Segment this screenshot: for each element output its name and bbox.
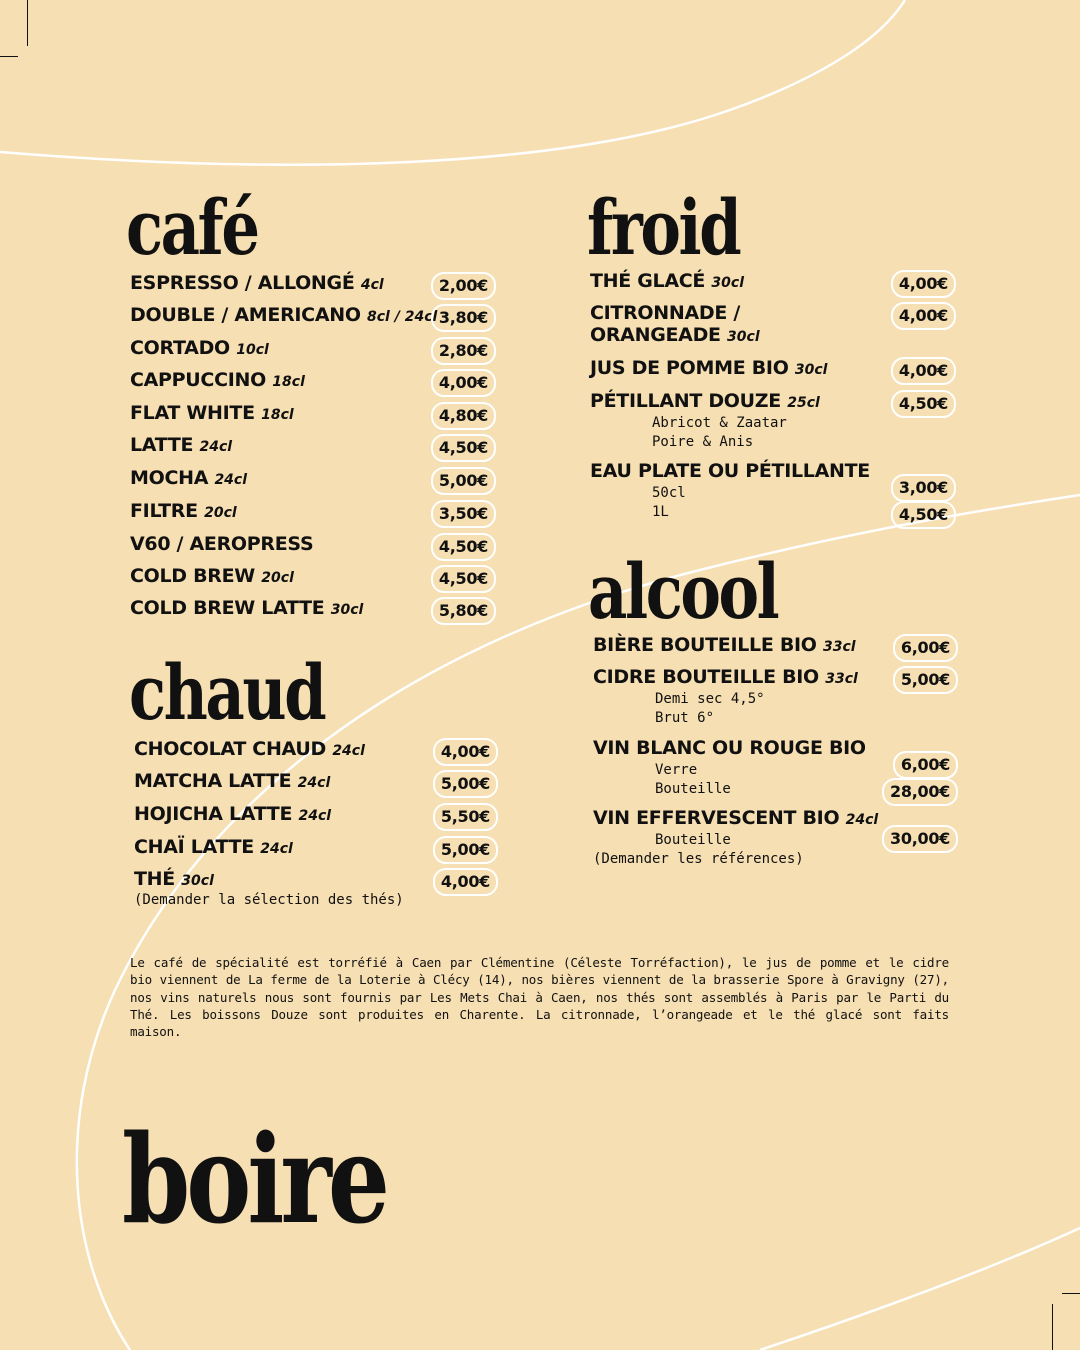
- item-price: 4,50€: [891, 501, 956, 529]
- item-name: CHOCOLAT CHAUD 24cl: [134, 738, 365, 760]
- item-price: 5,00€: [431, 467, 496, 495]
- item-price: 4,00€: [431, 369, 496, 397]
- item-size: 33cl: [822, 639, 856, 655]
- section-title-alcool: alcool: [588, 547, 778, 636]
- item-size: 24cl: [297, 775, 331, 791]
- menu-item: [593, 666, 958, 730]
- item-price: 5,80€: [431, 597, 496, 625]
- item-size: 33cl: [825, 671, 858, 687]
- item-price: 5,50€: [433, 803, 498, 831]
- top-curve: [0, 0, 905, 165]
- item-size: 24cl: [260, 841, 293, 857]
- item-price: 30,00€: [882, 825, 958, 853]
- item-price: 4,50€: [431, 533, 496, 561]
- menu-item: [590, 460, 956, 530]
- menu-item: [590, 357, 956, 385]
- item-size: 24cl: [332, 743, 365, 759]
- item-option: Verre: [655, 762, 698, 778]
- menu-item: [590, 270, 956, 298]
- item-size: 30cl: [181, 873, 214, 889]
- item-price: 4,00€: [891, 357, 956, 385]
- item-option: Abricot & Zaatar: [652, 415, 787, 431]
- item-name: VIN EFFERVESCENT BIO 24cl: [593, 807, 879, 829]
- menu-item: [593, 634, 958, 662]
- item-size: 30cl: [330, 602, 364, 618]
- item-size: 30cl: [727, 329, 760, 345]
- menu-item: [130, 272, 496, 300]
- item-name: CITRONNADE / ORANGEADE 30cl: [590, 302, 760, 346]
- item-size: 20cl: [261, 570, 294, 586]
- menu-item: [134, 770, 498, 798]
- item-option: Poire & Anis: [652, 434, 754, 450]
- menu-item: [130, 597, 496, 625]
- item-size: 30cl: [711, 275, 745, 291]
- item-size: 18cl: [272, 374, 305, 390]
- item-option: Demi sec 4,5°: [655, 691, 765, 707]
- page-title: boire: [122, 1107, 386, 1251]
- item-price: 4,80€: [431, 402, 496, 430]
- item-name: CHAÏ LATTE 24cl: [134, 836, 293, 858]
- item-price: 3,50€: [431, 500, 496, 528]
- item-price: 6,00€: [893, 751, 958, 779]
- item-size: 8cl / 24cl: [367, 309, 438, 325]
- item-name: HOJICHA LATTE 24cl: [134, 803, 332, 825]
- menu-item: [134, 803, 498, 831]
- item-option: 50cl: [652, 485, 686, 501]
- menu-item: [134, 868, 498, 912]
- item-name: PÉTILLANT DOUZE 25cl: [590, 390, 820, 412]
- item-price: 5,00€: [433, 770, 498, 798]
- item-price: 2,80€: [431, 337, 496, 365]
- item-name: CORTADO 10cl: [130, 337, 269, 359]
- item-option: Brut 6°: [655, 710, 715, 726]
- item-name: CIDRE BOUTEILLE BIO 33cl: [593, 666, 858, 688]
- item-name: VIN BLANC OU ROUGE BIO: [593, 737, 866, 759]
- item-size: 18cl: [261, 407, 294, 423]
- crop-mark-bottom-right-horizontal: [1062, 1293, 1080, 1294]
- item-name: THÉ 30cl: [134, 868, 214, 890]
- menu-item: [593, 737, 958, 807]
- item-size: 30cl: [794, 362, 828, 378]
- item-name: FLAT WHITE 18cl: [130, 402, 294, 424]
- item-note: (Demander la sélection des thés): [134, 892, 404, 908]
- bottom-curve: [760, 1228, 1080, 1350]
- item-name: THÉ GLACÉ 30cl: [590, 270, 745, 292]
- item-name: LATTE 24cl: [130, 434, 233, 456]
- item-option: Bouteille: [655, 781, 731, 797]
- item-size: 24cl: [298, 808, 332, 824]
- crop-mark-bottom-right-vertical: [1052, 1304, 1053, 1350]
- item-size: 24cl: [199, 439, 233, 455]
- item-price: 2,00€: [431, 272, 496, 300]
- section-title-chaud: chaud: [129, 648, 325, 737]
- menu-item: [593, 807, 958, 871]
- menu-item: [130, 565, 496, 593]
- item-name: BIÈRE BOUTEILLE BIO 33cl: [593, 634, 856, 656]
- menu-item: [130, 337, 496, 365]
- menu-item: [130, 533, 496, 561]
- item-name: V60 / AEROPRESS: [130, 533, 314, 555]
- item-name: JUS DE POMME BIO 30cl: [590, 357, 828, 379]
- menu-item: [134, 738, 498, 766]
- menu-item: [130, 402, 496, 430]
- menu-item: [590, 302, 956, 352]
- item-price: 4,00€: [433, 868, 498, 896]
- section-title-cafe: café: [126, 183, 258, 272]
- section-title-froid: froid: [587, 183, 740, 272]
- item-size: 24cl: [845, 812, 879, 828]
- item-name: EAU PLATE OU PÉTILLANTE: [590, 460, 870, 482]
- item-name: MATCHA LATTE 24cl: [134, 770, 331, 792]
- sourcing-footnote: Le café de spécialité est torréfié à Caen par Clémentine (Céleste Torréfaction), le jus de pomme et le cidre bio viennent de La ferme de la Loterie à Clécy (14), nos bières viennent de la brasserie Spore à Gravigny (27), nos vins naturels nous sont fournis par Les Mets Chai à Caen, nos thés sont assemblés à Paris par le Parti du Thé. Les boissons Douze sont produites en Charente. La citronnade, l’orangeade et le thé glacé sont faits maison.: [130, 955, 949, 1040]
- item-price: 4,50€: [431, 434, 496, 462]
- item-price: 6,00€: [893, 634, 958, 662]
- menu-item: [590, 390, 956, 454]
- item-name: COLD BREW 20cl: [130, 565, 294, 587]
- menu-item: [130, 369, 496, 397]
- item-option: 1L: [652, 504, 669, 520]
- item-price: 5,00€: [893, 666, 958, 694]
- item-price: 4,00€: [891, 270, 956, 298]
- item-size: 25cl: [787, 395, 820, 411]
- item-price: 3,00€: [891, 474, 956, 502]
- item-size: 4cl: [360, 277, 384, 293]
- crop-mark-top-left-horizontal: [0, 56, 18, 57]
- item-name: COLD BREW LATTE 30cl: [130, 597, 364, 619]
- item-size: 20cl: [204, 505, 237, 521]
- item-price: 4,00€: [891, 302, 956, 330]
- item-price: 4,50€: [431, 565, 496, 593]
- item-name: DOUBLE / AMERICANO 8cl / 24cl: [130, 304, 438, 326]
- item-name: CAPPUCCINO 18cl: [130, 369, 305, 391]
- menu-item: [130, 500, 496, 528]
- crop-mark-top-left-vertical: [27, 0, 28, 46]
- item-size: 24cl: [214, 472, 248, 488]
- menu-item: [130, 467, 496, 495]
- item-option: Bouteille: [655, 832, 731, 848]
- item-price: 4,50€: [891, 390, 956, 418]
- menu-item: [130, 434, 496, 462]
- item-name: MOCHA 24cl: [130, 467, 248, 489]
- item-size: 10cl: [236, 342, 269, 358]
- item-price: 4,00€: [433, 738, 498, 766]
- item-price: 28,00€: [882, 778, 958, 806]
- item-name: ESPRESSO / ALLONGÉ 4cl: [130, 272, 384, 294]
- item-price: 5,00€: [433, 836, 498, 864]
- item-price: 3,80€: [431, 304, 496, 332]
- menu-item: [134, 836, 498, 864]
- menu-item: [130, 304, 496, 332]
- item-note: (Demander les références): [593, 851, 804, 867]
- item-name: FILTRE 20cl: [130, 500, 237, 522]
